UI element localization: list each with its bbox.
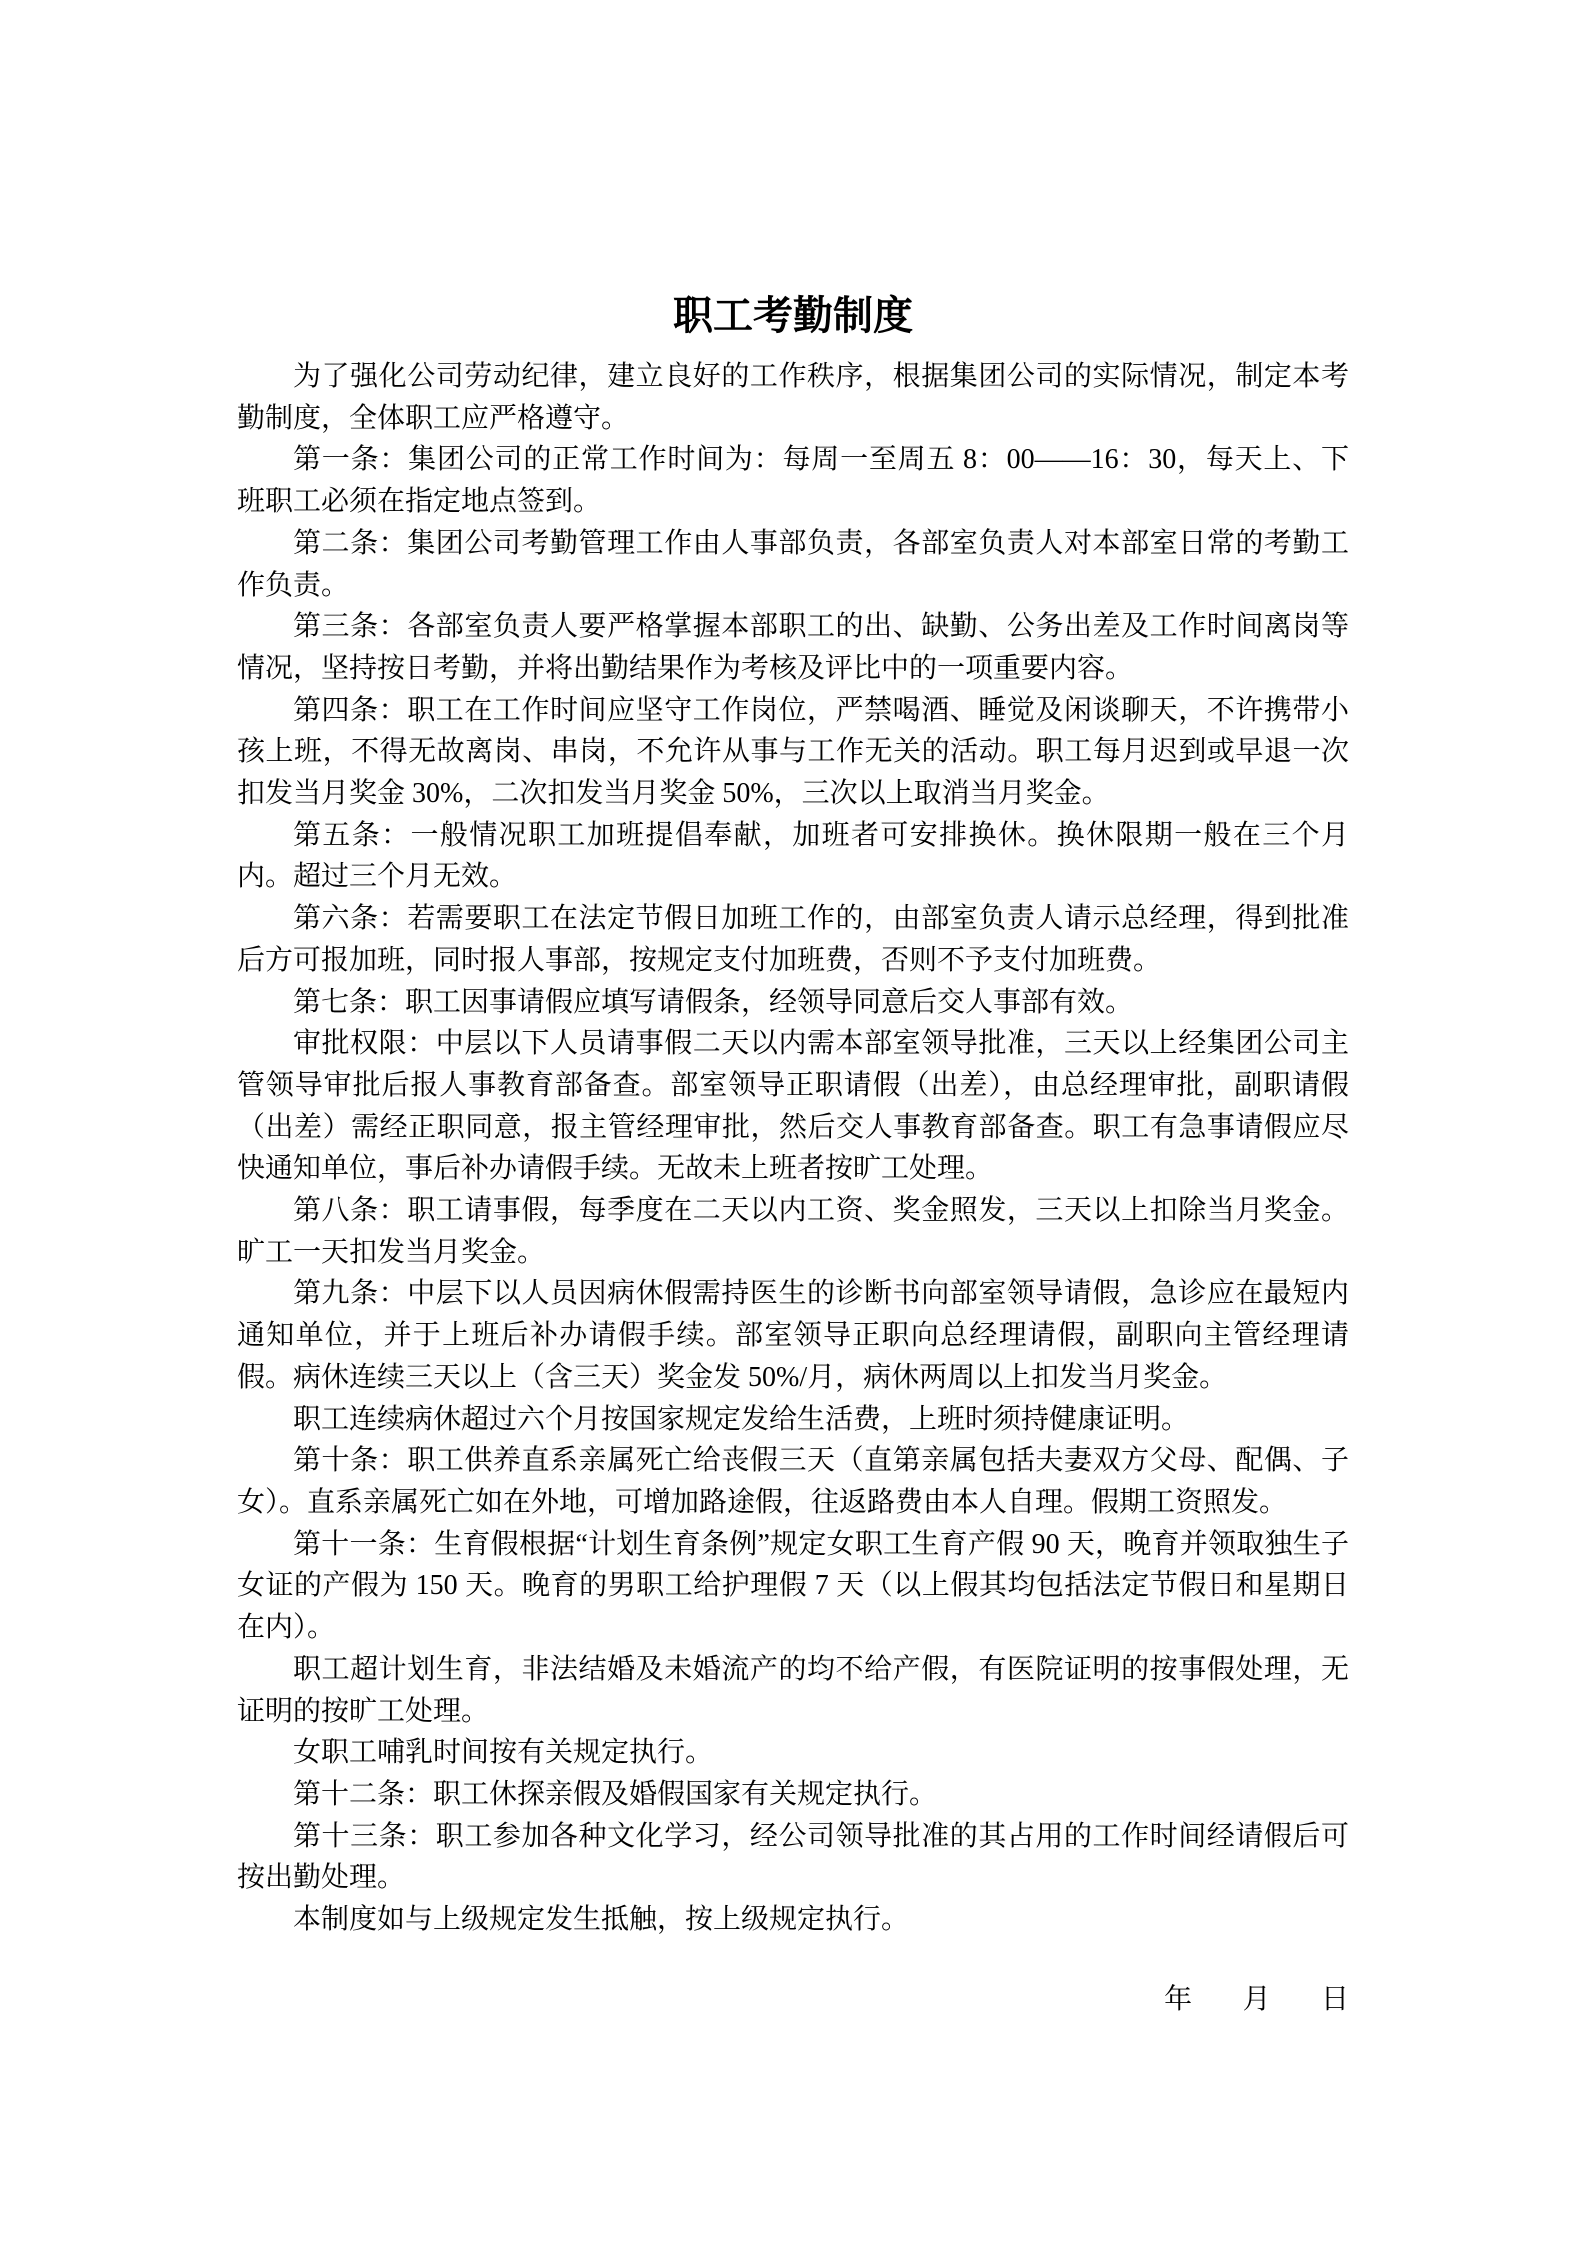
paragraph-article-8: 第八条：职工请事假，每季度在二天以内工资、奖金照发，三天以上扣除当月奖金。旷工一天扣发当月奖金。	[237, 1195, 1349, 1268]
paragraph-article-10: 第十条：职工供养直系亲属死亡给丧假三天（直第亲属包括夫妻双方父母、配偶、子女）。直系亲属死亡如在外地，可增加路途假，往返路费由本人自理。假期工资照发。	[237, 1445, 1349, 1518]
paragraph-intro: 为了强化公司劳动纪律，建立良好的工作秩序，根据集团公司的实际情况，制定本考勤制度，全体职工应严格遵守。	[237, 361, 1349, 434]
paragraph-birth-control-note: 职工超计划生育，非法结婚及未婚流产的均不给产假，有医院证明的按事假处理，无证明的按旷工处理。	[237, 1653, 1349, 1727]
month-label: 月	[1242, 1984, 1271, 2015]
year-label: 年	[1164, 1984, 1193, 2015]
paragraph-article-6: 第六条：若需要职工在法定节假日加班工作的，由部室负责人请示总经理，得到批准后方可报加班，同时报人事部，按规定支付加班费，否则不予支付加班费。	[237, 903, 1349, 976]
paragraph-article-11: 第十一条：生育假根据“计划生育条例”规定女职工生育产假 90 天，晚育并领取独生子女证的产假为 150 天。晚育的男职工给护理假 7 天（以上假其均包括法定节假日和星期日在内）。	[237, 1528, 1349, 1644]
paragraph-closing: 本制度如与上级规定发生抵触，按上级规定执行。	[293, 1904, 910, 1936]
paragraph-nursing-note: 女职工哺乳时间按有关规定执行。	[293, 1737, 714, 1769]
paragraph-article-9: 第九条：中层下以人员因病休假需持医生的诊断书向部室领导请假，急诊应在最短内通知单位，并于上班后补办请假手续。部室领导正职向总经理请假，副职向主管经理请假。病休连续三天以上（含三天）奖金发 50%/月，病休两周以上扣发当月奖金。	[237, 1278, 1349, 1393]
paragraph-article-4: 第四条：职工在工作时间应坚守工作岗位，严禁喝酒、睡觉及闲谈聊天，不许携带小孩上班，不得无故离岗、串岗，不允许从事与工作无关的活动。职工每月迟到或早退一次扣发当月奖金 30%，二次扣发当月奖金 50%，三次以上取消当月奖金。	[237, 694, 1349, 810]
paragraph-article-1: 第一条：集团公司的正常工作时间为：每周一至周五 8：00——16：30，每天上、下班职工必须在指定地点签到。	[237, 444, 1349, 518]
paragraph-approval-authority: 审批权限：中层以下人员请事假二天以内需本部室领导批准，三天以上经集团公司主管领导审批后报人事教育部备查。部室领导正职请假（出差），由总经理审批，副职请假（出差）需经正职同意，报主管经理审批，然后交人事教育部备查。职工有急事请假应尽快通知单位，事后补办请假手续。无故未上班者按旷工处理。	[237, 1028, 1349, 1185]
paragraph-article-7: 第七条：职工因事请假应填写请假条，经领导同意后交人事部有效。	[293, 986, 1134, 1018]
paragraph-sick-leave-note: 职工连续病休超过六个月按国家规定发给生活费，上班时须持健康证明。	[293, 1403, 1190, 1435]
signature-date-line	[237, 1980, 1349, 2020]
paragraph-article-12: 第十二条：职工休探亲假及婚假国家有关规定执行。	[293, 1778, 938, 1810]
paragraph-article-5: 第五条：一般情况职工加班提倡奉献，加班者可安排换休。换休限期一般在三个月内。超过三个月无效。	[237, 819, 1349, 893]
paragraph-article-13: 第十三条：职工参加各种文化学习，经公司领导批准的其占用的工作时间经请假后可按出勤处理。	[237, 1820, 1349, 1894]
paragraph-article-2: 第二条：集团公司考勤管理工作由人事部负责，各部室负责人对本部室日常的考勤工作负责。	[237, 527, 1349, 601]
document-title: 职工考勤制度	[673, 293, 913, 338]
paragraph-article-3: 第三条：各部室负责人要严格掌握本部职工的出、缺勤、公务出差及工作时间离岗等情况，坚持按日考勤，并将出勤结果作为考核及评比中的一项重要内容。	[237, 611, 1349, 684]
document-body	[237, 356, 1349, 1941]
day-label: 日	[1320, 1984, 1349, 2015]
